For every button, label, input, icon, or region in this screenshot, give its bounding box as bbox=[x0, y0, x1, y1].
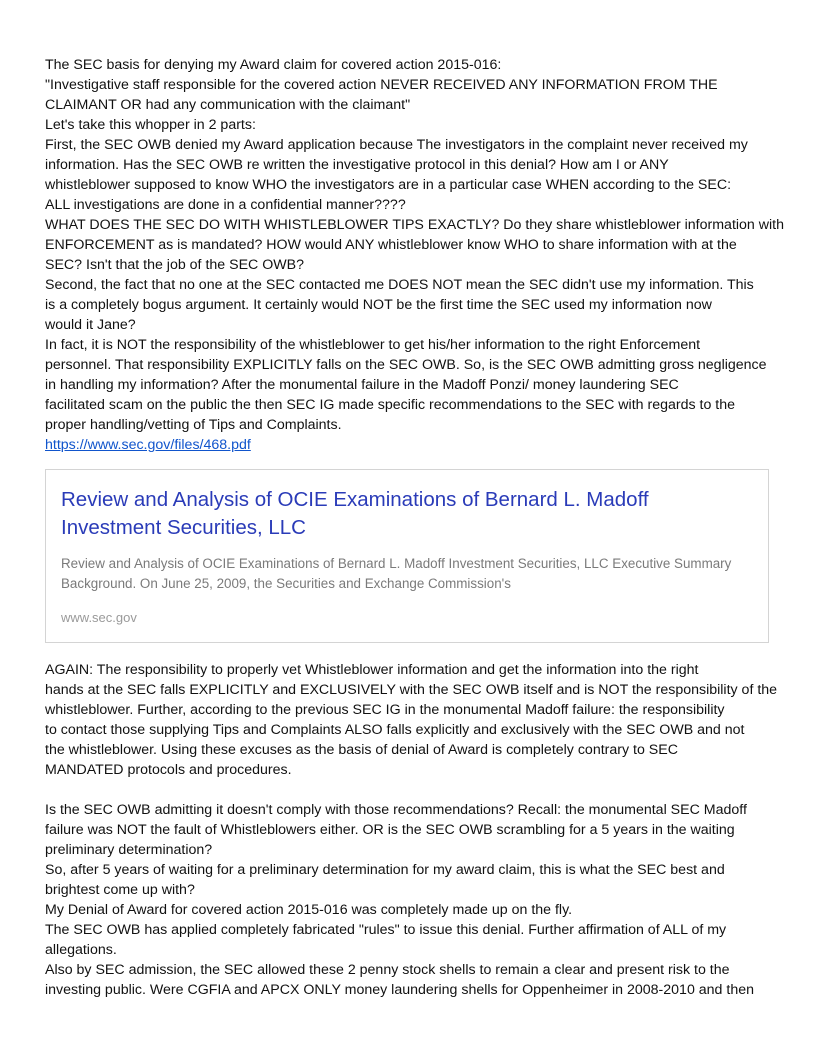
text-line: the whistleblower. Using these excuses as the basis of denial of Award is completely contrary to SEC bbox=[45, 742, 678, 758]
text-line: The SEC OWB has applied completely fabricated "rules" to issue this denial. Further affirmation of ALL of my bbox=[45, 922, 727, 938]
sec-report-link[interactable]: https://www.sec.gov/files/468.pdf bbox=[45, 437, 251, 453]
text-line: to contact those supplying Tips and Complaints ALSO falls explicitly and exclusively with the SEC OWB and not bbox=[45, 722, 745, 738]
paragraph-recommendations bbox=[45, 800, 780, 1000]
text-line: First, the SEC OWB denied my Award application because The investigators in the complaint never received my bbox=[45, 137, 748, 153]
text-line: SEC? Isn't that the job of the SEC OWB? bbox=[45, 257, 304, 273]
text-line: Also by SEC admission, the SEC allowed these 2 penny stock shells to remain a clear and present risk to the bbox=[45, 962, 730, 978]
text-line: preliminary determination? bbox=[45, 842, 213, 858]
text-line: Let's take this whopper in 2 parts: bbox=[45, 117, 256, 133]
text-line: whistleblower supposed to know WHO the investigators are in a particular case WHEN according to the SEC: bbox=[45, 177, 732, 193]
link-preview-title[interactable]: Review and Analysis of OCIE Examinations of Bernard L. Madoff Investment Securities, LLC bbox=[61, 488, 649, 539]
link-preview-domain: www.sec.gov bbox=[61, 610, 137, 625]
text-line: ENFORCEMENT as is mandated? HOW would ANY whistleblower know WHO to share information with at the bbox=[45, 237, 737, 253]
text-line: ALL investigations are done in a confidential manner???? bbox=[45, 197, 406, 213]
text-line: failure was NOT the fault of Whistleblowers either. OR is the SEC OWB scrambling for a 5 years in the waiting bbox=[45, 822, 735, 838]
text-line: hands at the SEC falls EXPLICITLY and EXCLUSIVELY with the SEC OWB itself and is NOT the responsibility of the bbox=[45, 682, 778, 698]
text-line: in handling my information? After the monumental failure in the Madoff Ponzi/ money laundering SEC bbox=[45, 377, 679, 393]
paragraph-denial-basis bbox=[45, 55, 784, 435]
text-line: information. Has the SEC OWB re written the investigative protocol in this denial? How am I or ANY bbox=[45, 157, 669, 173]
text-line: So, after 5 years of waiting for a preliminary determination for my award claim, this is what the SEC best and bbox=[45, 862, 725, 878]
text-line: personnel. That responsibility EXPLICITLY falls on the SEC OWB. So, is the SEC OWB admitting gross negligence bbox=[45, 357, 767, 373]
text-line: Is the SEC OWB admitting it doesn't comply with those recommendations? Recall: the monumental SEC Madoff bbox=[45, 802, 747, 818]
document-body bbox=[45, 55, 784, 1000]
text-line: The SEC basis for denying my Award claim for covered action 2015-016: bbox=[45, 57, 502, 73]
text-line: investing public. Were CGFIA and APCX ONLY money laundering shells for Oppenheimer in 2008-2010 and then bbox=[45, 982, 754, 998]
text-line: Second, the fact that no one at the SEC contacted me DOES NOT mean the SEC didn't use my information. This bbox=[45, 277, 754, 293]
text-line: CLAIMANT OR had any communication with the claimant" bbox=[45, 97, 411, 113]
text-line: facilitated scam on the public the then SEC IG made specific recommendations to the SEC with regards to the bbox=[45, 397, 736, 413]
text-line: In fact, it is NOT the responsibility of the whistleblower to get his/her information to the right Enforcement bbox=[45, 337, 701, 353]
text-line: is a completely bogus argument. It certainly would NOT be the first time the SEC used my information now bbox=[45, 297, 712, 313]
text-line: MANDATED protocols and procedures. bbox=[45, 762, 292, 778]
link-preview-card[interactable] bbox=[45, 469, 769, 643]
text-line: allegations. bbox=[45, 942, 117, 958]
paragraph-responsibility bbox=[45, 660, 780, 780]
text-line: "Investigative staff responsible for the covered action NEVER RECEIVED ANY INFORMATION FROM THE bbox=[45, 77, 718, 93]
text-line: would it Jane? bbox=[45, 317, 136, 333]
text-line: My Denial of Award for covered action 2015-016 was completely made up on the fly. bbox=[45, 902, 573, 918]
text-line: brightest come up with? bbox=[45, 882, 195, 898]
text-line: AGAIN: The responsibility to properly vet Whistleblower information and get the information into the right bbox=[45, 662, 699, 678]
link-preview-description: Review and Analysis of OCIE Examinations of Bernard L. Madoff Investment Securities, LLC Executive Summary Background. On June 25, 2009, the Securities and Exchange Commission's bbox=[61, 556, 732, 591]
text-line: WHAT DOES THE SEC DO WITH WHISTLEBLOWER TIPS EXACTLY? Do they share whistleblower information with bbox=[45, 217, 784, 233]
text-line: proper handling/vetting of Tips and Complaints. bbox=[45, 417, 342, 433]
text-line: whistleblower. Further, according to the previous SEC IG in the monumental Madoff failure: the responsibility bbox=[45, 702, 725, 718]
